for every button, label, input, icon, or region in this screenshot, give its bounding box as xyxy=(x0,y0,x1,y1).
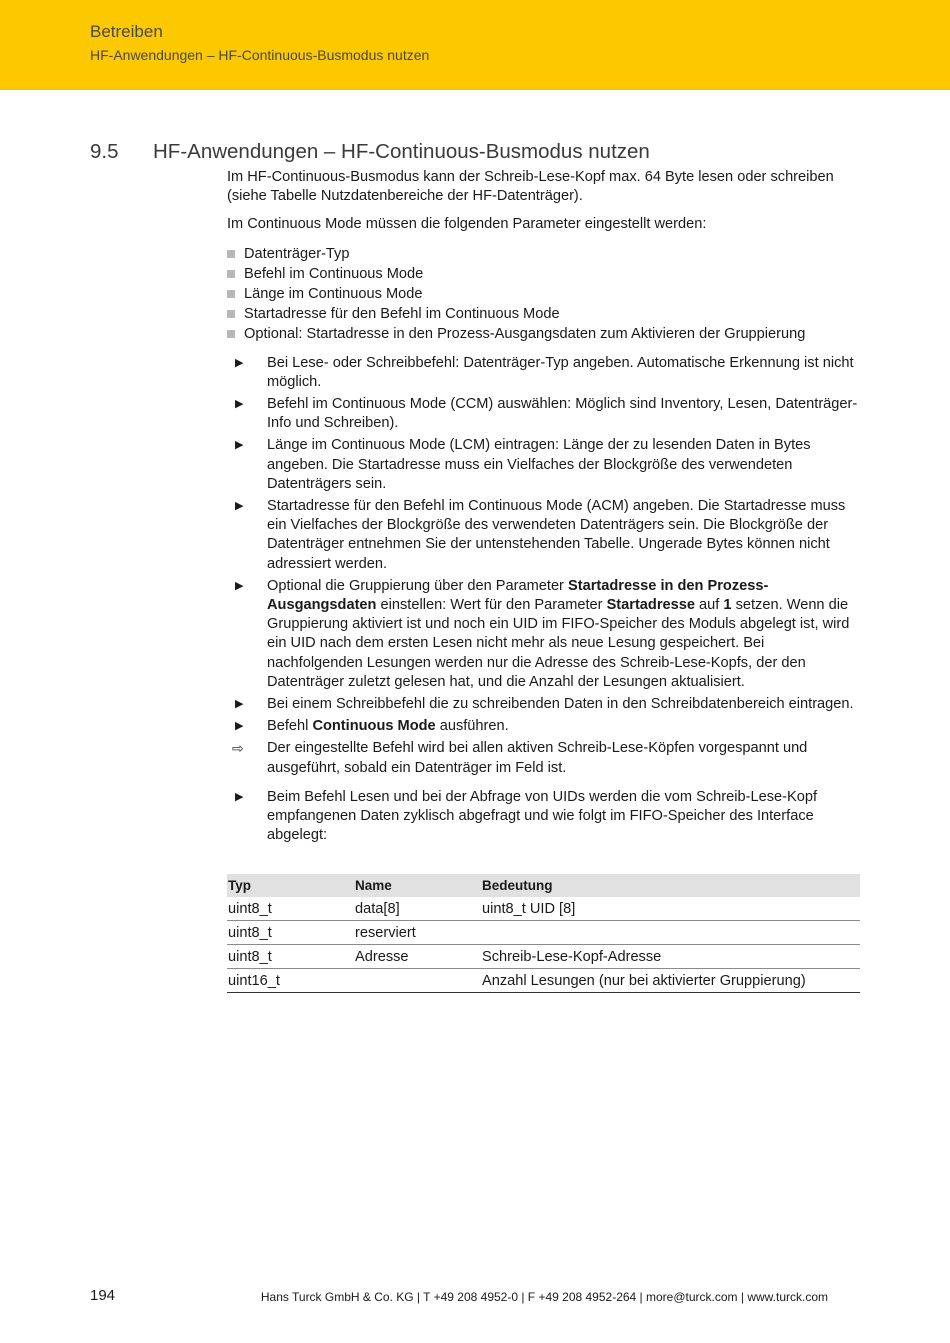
step-text: Bei einem Schreibbefehl die zu schreibenden Daten in den Schreibdatenbereich eintragen. xyxy=(267,696,854,713)
step-arrow-icon: ▶ xyxy=(235,790,244,803)
step-item xyxy=(227,497,860,574)
step-text: Länge im Continuous Mode (LCM) eintragen: Länge der zu lesenden Daten in Bytes angeben. Die Startadresse muss ein Vielfaches der Blockgröße des verwendeten Datenträgers sein. xyxy=(267,437,811,492)
step-item xyxy=(227,788,860,846)
table-cell: data[8] xyxy=(354,897,481,921)
table-cell: uint8_t xyxy=(227,945,354,969)
step-arrow-icon: ▶ xyxy=(235,698,244,711)
intro-paragraph-1: Im HF-Continuous-Busmodus kann der Schreib-Lese-Kopf max. 64 Byte lesen oder schreiben (siehe Tabelle Nutzdatenbereiche der HF-Datenträger). xyxy=(227,169,834,205)
square-bullet-icon xyxy=(227,310,235,318)
step-item xyxy=(227,695,860,714)
step-item xyxy=(227,395,860,433)
step-item xyxy=(227,354,860,392)
parameter-item: Länge im Continuous Mode xyxy=(227,284,860,304)
column-header: Typ xyxy=(227,874,354,897)
header-title: Betreiben xyxy=(90,22,163,41)
column-header: Bedeutung xyxy=(481,874,860,897)
parameter-item: Datenträger-Typ xyxy=(227,244,860,264)
result-item xyxy=(227,739,860,777)
parameter-name-bold: Startadresse in den Prozess-Ausgangsdaten xyxy=(267,577,769,614)
table-cell: Anzahl Lesungen (nur bei aktivierter Gruppierung) xyxy=(481,969,860,993)
command-name-bold: Continuous Mode xyxy=(312,718,436,735)
header-subtitle: HF-Anwendungen – HF-Continuous-Busmodus nutzen xyxy=(90,47,430,63)
result-text: Der eingestellte Befehl wird bei allen aktiven Schreib-Lese-Köpfen vorgespannt und ausgeführt, sobald ein Datenträger im Feld ist. xyxy=(267,740,808,776)
section-title: HF-Anwendungen – HF-Continuous-Busmodus nutzen xyxy=(153,140,650,163)
table-cell: uint16_t xyxy=(227,969,354,993)
table-cell xyxy=(481,921,860,945)
footer-contact: Hans Turck GmbH & Co. KG | T +49 208 4952-0 | F +49 208 4952-264 | more@turck.com | www.turck.com xyxy=(260,1290,828,1304)
square-bullet-icon xyxy=(227,290,235,298)
table-cell: uint8_t xyxy=(227,921,354,945)
parameter-item: Befehl im Continuous Mode xyxy=(227,264,860,284)
step-text: Startadresse für den Befehl im Continuous Mode (ACM) angeben. Die Startadresse muss ein Vielfaches der Blockgröße des verwendeten Datenträgers sein. Die Blockgröße der Datenträger entnehmen Sie der untenstehenden Tabelle. Ungerade Bytes können nicht adressiert werden. xyxy=(267,498,846,572)
parameter-item: Optional: Startadresse in den Prozess-Ausgangsdaten zum Aktivieren der Gruppierung xyxy=(227,324,860,344)
step-text: Befehl im Continuous Mode (CCM) auswählen: Möglich sind Inventory, Lesen, Datenträger-Info und Schreiben). xyxy=(267,396,858,432)
main-content xyxy=(227,168,860,848)
table-row xyxy=(227,897,860,921)
table-row xyxy=(227,969,860,993)
step-arrow-icon: ▶ xyxy=(235,500,244,513)
step-text: Optional die Gruppierung über den Parameter Startadresse in den Prozess-Ausgangsdaten einstellen: Wert für den Parameter Startadresse auf 1 setzen. Wenn die Gruppierung aktiviert ist und noch ein UID im FIFO-Speicher des Moduls abgelegt ist, wird ein UID nach dem ersten Lesen nicht mehr als neue Lesung gespeichert. Bei nachfolgenden Lesungen werden nur die Adresse des Schreib-Lese-Kopfs, der den Datenträger zuletzt gelesen hat, und die Anzahl der Lesungen aktualisiert. xyxy=(267,577,850,690)
step-text: Beim Befehl Lesen und bei der Abfrage von UIDs werden die vom Schreib-Lese-Kopf empfangenen Daten zyklisch abgefragt und wie folgt im FIFO-Speicher des Interface abgelegt: xyxy=(267,788,818,844)
parameter-list xyxy=(227,244,860,344)
step-arrow-icon: ▶ xyxy=(235,720,244,733)
page-number: 194 xyxy=(90,1287,116,1304)
square-bullet-icon xyxy=(227,270,235,278)
square-bullet-icon xyxy=(227,250,235,258)
section-number: 9.5 xyxy=(90,140,119,163)
step-list xyxy=(227,354,860,846)
result-arrow-icon: ⇨ xyxy=(232,740,244,757)
fifo-data-table xyxy=(227,874,860,993)
table-row xyxy=(227,945,860,969)
table-row xyxy=(227,921,860,945)
table-cell: Schreib-Lese-Kopf-Adresse xyxy=(481,945,860,969)
step-item xyxy=(227,436,860,494)
step-text: Bei Lese- oder Schreibbefehl: Datenträger-Typ angeben. Automatische Erkennung ist nicht möglich. xyxy=(267,354,854,390)
step-arrow-icon: ▶ xyxy=(235,398,244,411)
table-cell xyxy=(354,969,481,993)
parameter-item: Startadresse für den Befehl im Continuous Mode xyxy=(227,304,860,324)
table-cell: reserviert xyxy=(354,921,481,945)
section-heading xyxy=(90,140,650,164)
step-arrow-icon: ▶ xyxy=(235,439,244,452)
step-arrow-icon: ▶ xyxy=(235,356,244,369)
table-cell: Adresse xyxy=(354,945,481,969)
column-header: Name xyxy=(354,874,481,897)
step-arrow-icon: ▶ xyxy=(235,579,244,592)
parameter-name-bold: Startadresse xyxy=(606,597,695,614)
square-bullet-icon xyxy=(227,330,235,338)
step-item xyxy=(227,577,860,692)
table-cell: uint8_t xyxy=(227,897,354,921)
value-bold: 1 xyxy=(723,597,732,614)
table-cell: uint8_t UID [8] xyxy=(481,897,860,921)
step-item xyxy=(227,717,860,736)
step-text: Befehl Continuous Mode ausführen. xyxy=(267,718,509,735)
table-header-row xyxy=(227,874,860,897)
page-header xyxy=(0,0,950,90)
intro-paragraph-2: Im Continuous Mode müssen die folgenden Parameter eingestellt werden: xyxy=(227,216,707,233)
